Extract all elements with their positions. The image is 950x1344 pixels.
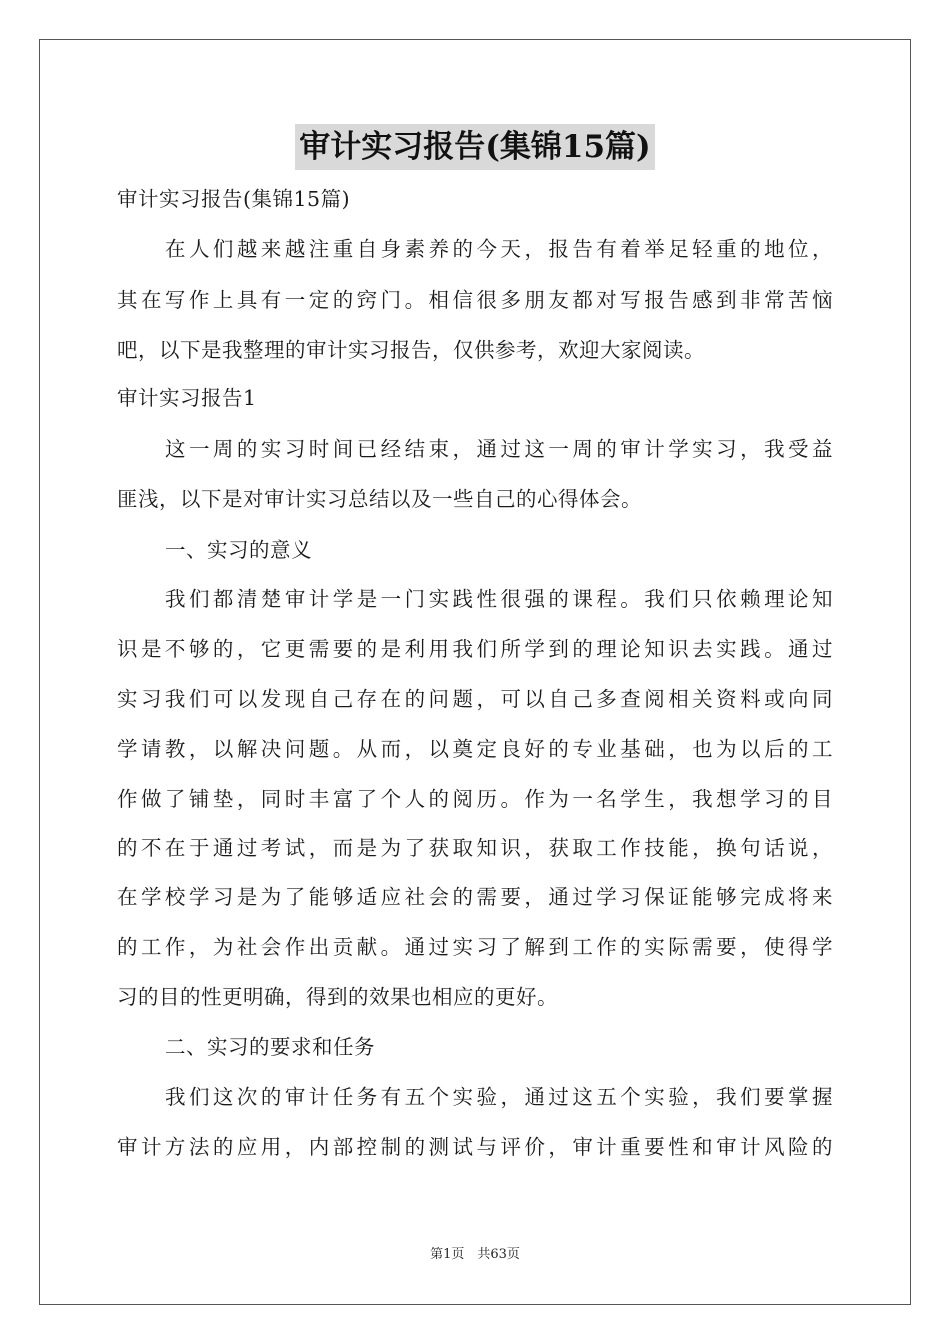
page-footer: 第1页 共63页 <box>430 1247 520 1262</box>
section-heading: 审计实习报告1 <box>117 386 257 410</box>
paragraph-line: 在人们越来越注重自身素养的今天，报告有着举足轻重的地位， <box>165 237 833 261</box>
paragraph-line: 这一周的实习时间已经结束，通过这一周的审计学实习，我受益 <box>165 437 833 461</box>
subsection-heading: 一、实习的意义 <box>165 538 312 562</box>
page-border <box>39 39 911 1305</box>
paragraph-line: 作做了铺垫，同时丰富了个人的阅历。作为一名学生，我想学习的目 <box>117 787 833 811</box>
document-title: 审计实习报告(集锦15篇) <box>295 124 654 170</box>
paragraph-line: 其在写作上具有一定的窍门。相信很多朋友都对写报告感到非常苦恼 <box>117 288 833 312</box>
paragraph-line: 在学校学习是为了能够适应社会的需要，通过学习保证能够完成将来 <box>117 885 833 909</box>
subsection-heading: 二、实习的要求和任务 <box>165 1035 375 1059</box>
paragraph-line: 实习我们可以发现自己存在的问题，可以自己多查阅相关资料或向同 <box>117 687 833 711</box>
paragraph-line: 习的目的性更明确，得到的效果也相应的更好。 <box>117 985 558 1009</box>
paragraph-line: 的工作，为社会作出贡献。通过实习了解到工作的实际需要，使得学 <box>117 935 833 959</box>
paragraph-line: 吧，以下是我整理的审计实习报告，仅供参考，欢迎大家阅读。 <box>117 338 705 362</box>
paragraph-line: 的不在于通过考试，而是为了获取知识，获取工作技能，换句话说， <box>117 836 833 860</box>
title-wrap <box>0 124 950 170</box>
paragraph-line: 审计方法的应用，内部控制的测试与评价，审计重要性和审计风险的 <box>117 1135 833 1159</box>
paragraph-line: 我们这次的审计任务有五个实验，通过这五个实验，我们要掌握 <box>165 1085 833 1109</box>
paragraph-line: 识是不够的，它更需要的是利用我们所学到的理论知识去实践。通过 <box>117 637 833 661</box>
subtitle-line: 审计实习报告(集锦15篇) <box>117 187 351 211</box>
paragraph-line: 我们都清楚审计学是一门实践性很强的课程。我们只依赖理论知 <box>165 587 833 611</box>
paragraph-line: 学请教，以解决问题。从而，以奠定良好的专业基础，也为以后的工 <box>117 737 833 761</box>
paragraph-line: 匪浅，以下是对审计实习总结以及一些自己的心得体会。 <box>117 487 642 511</box>
